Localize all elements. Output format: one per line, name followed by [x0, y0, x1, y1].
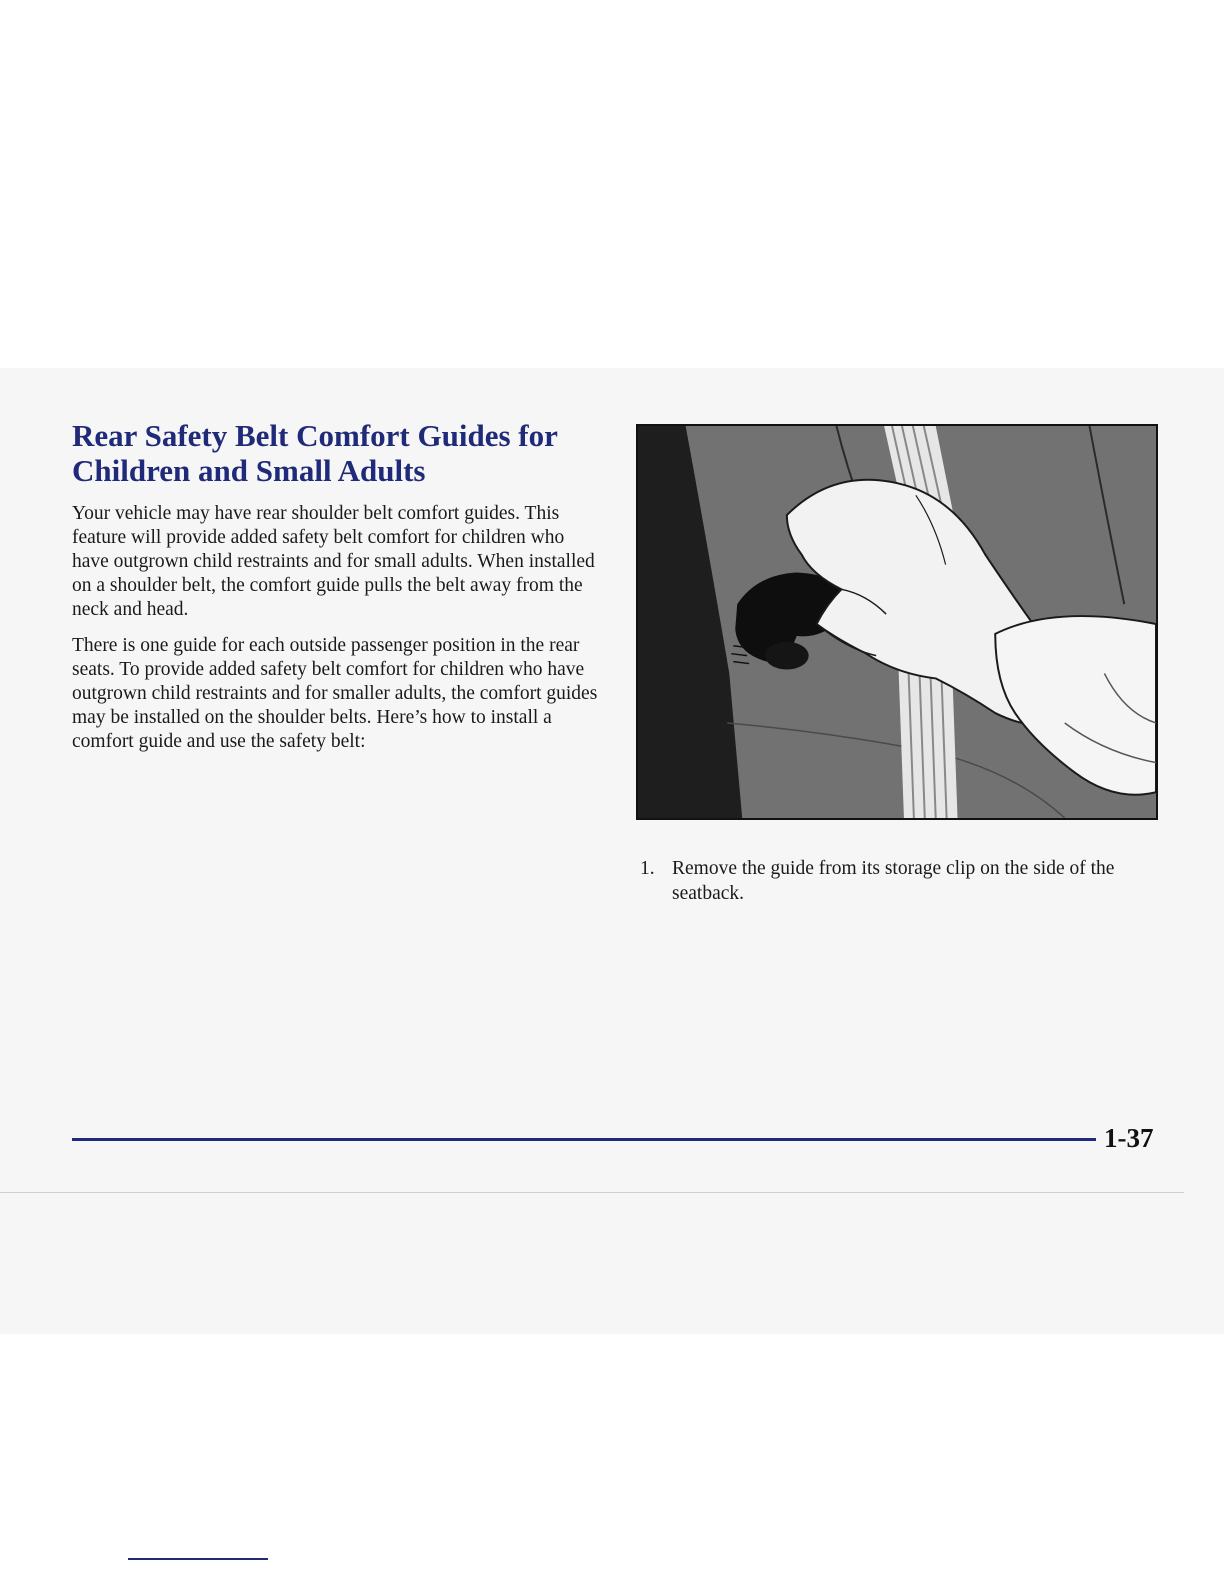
step-text: Remove the guide from its storage clip on the side of the seatback.: [672, 858, 1115, 904]
intro-paragraph: Your vehicle may have rear shoulder belt comfort guides. This feature will provide added safety belt comfort for children who have outgrown child restraints and for small adults. When installed on a shoulder belt, the comfort guide pulls the belt away from the neck and head.: [72, 503, 595, 620]
footer-rule: [72, 1138, 1096, 1141]
page-number: 1-37: [1104, 1123, 1154, 1153]
step-1: [640, 856, 1160, 906]
comfort-guide-illustration: [636, 424, 1158, 820]
instructions-paragraph: There is one guide for each outside passenger position in the rear seats. To provide added safety belt comfort for children who have outgrown child restraints and for smaller adults, the comfort guides may be installed on the shoulder belts. Here’s how to install a comfort guide and use the safety belt:: [72, 635, 598, 752]
bottom-decorative-line: [128, 1558, 268, 1560]
section-title: Rear Safety Belt Comfort Guides for Children and Small Adults: [72, 418, 558, 488]
left-column: [72, 418, 602, 766]
scan-edge-line: [0, 1192, 1184, 1193]
hand-removing-guide-image: [638, 426, 1156, 818]
step-number: 1.: [640, 858, 655, 879]
